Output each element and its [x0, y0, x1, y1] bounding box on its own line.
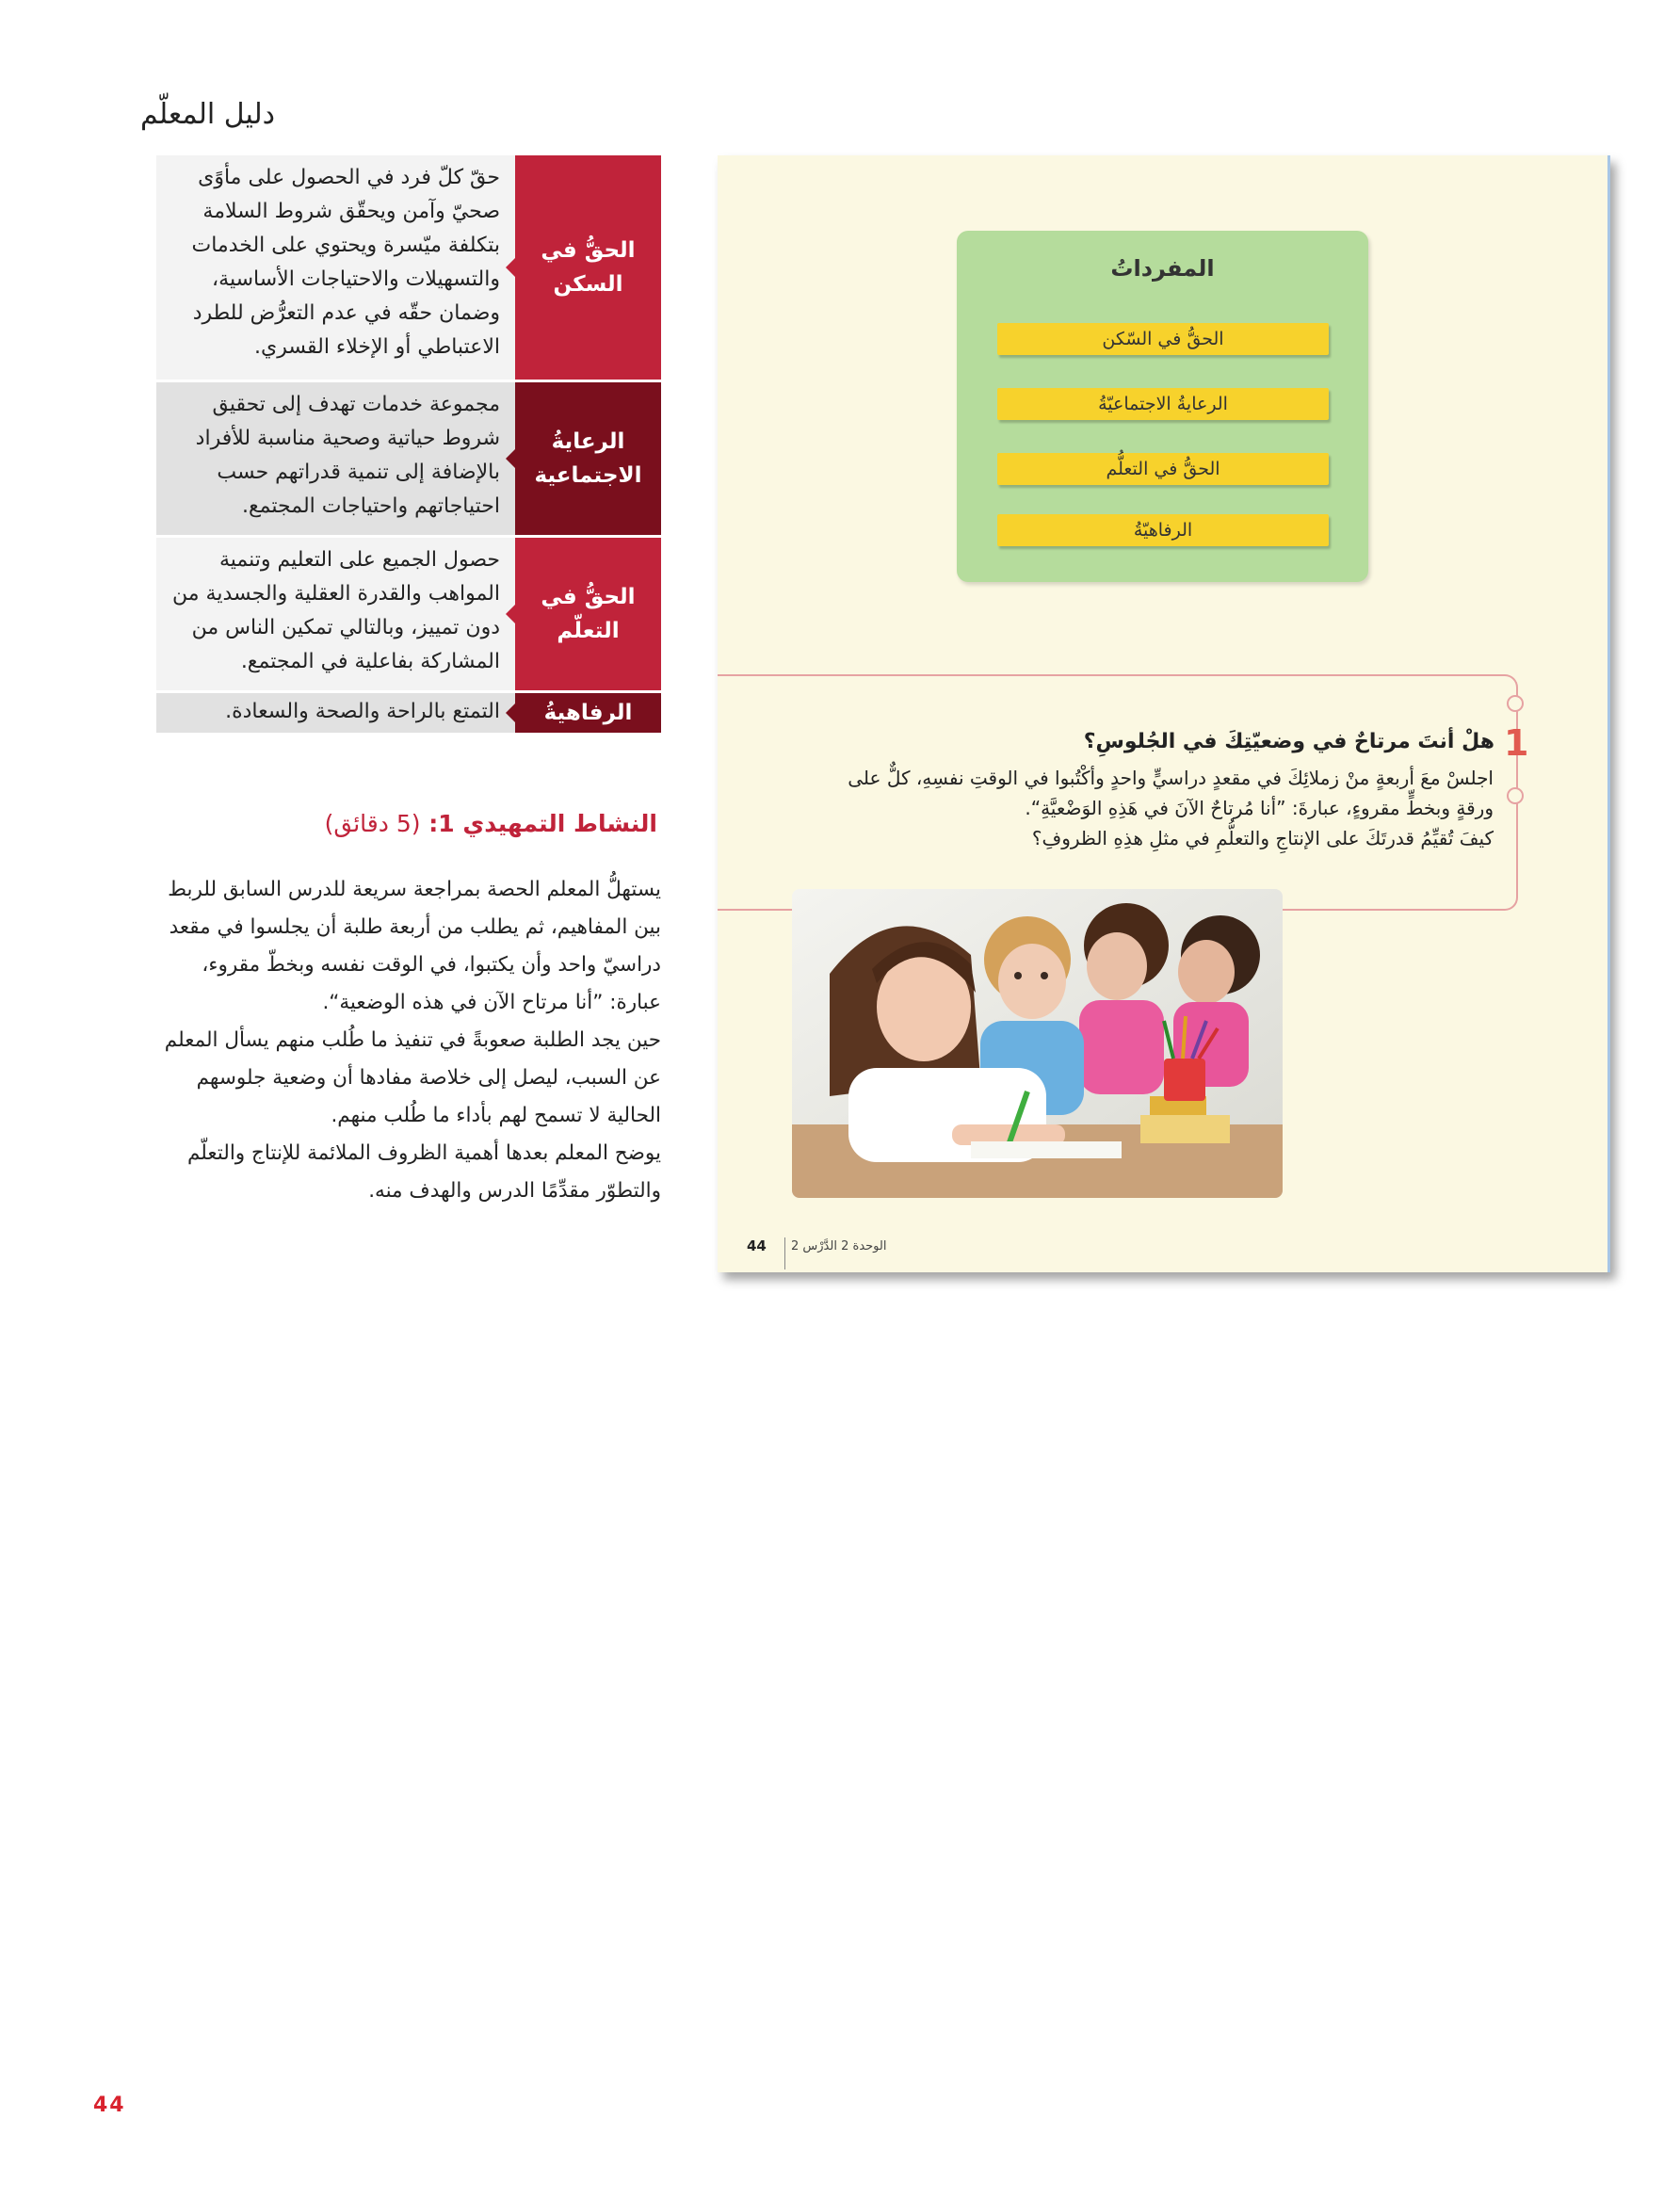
activity-description [156, 871, 661, 1210]
vocab-chip: الرعايةُ الاجتماعيّةُ [997, 388, 1329, 420]
book-page-number: 44 [747, 1237, 767, 1254]
question-number: 1 [1504, 722, 1529, 764]
guide-page-number: 44 [93, 2094, 126, 2117]
page-header-title: دليل المعلّم [140, 98, 275, 131]
frame-circle-marker [1507, 695, 1524, 712]
vocabulary-box [957, 231, 1368, 582]
activity-paragraph: يستهلُّ المعلم الحصة بمراجعة سريعة للدرس السابق للربط بين المفاهيم، ثم يطلب من أربعة طلبة أن يجلسوا في مقعد دراسيّ واحد وأن يكتبوا، في الوقت نفسه وبخطّ مقروء، عبارة: ”أنا مرتاح الآن في هذه الوضعية“. [168, 878, 661, 1014]
question-line: اجلسْ معَ أربعةٍ منْ زملائِكَ في مقعدٍ دراسيٍّ واحدٍ وأكْتُبوا في الوقتِ نفسِهِ، كلٌّ على [848, 767, 1494, 789]
footer-divider [784, 1237, 785, 1269]
glossary-row [156, 693, 661, 736]
page-edge-line [1607, 155, 1610, 1272]
glossary-table [156, 155, 661, 736]
glossary-row [156, 155, 661, 382]
vocab-chip: الرفاهيّةُ [997, 514, 1329, 546]
activity-heading [325, 810, 657, 837]
glossary-term: الرفاهيةُ [515, 693, 661, 733]
glossary-row [156, 538, 661, 693]
frame-circle-marker [1507, 787, 1524, 804]
vocabulary-title: المفرداتُ [1110, 255, 1215, 282]
question-body [772, 763, 1494, 853]
question-line: كيفَ تُقيِّمُ قدرتَكَ على الإنتاجِ والتعلُّمِ في مثلِ هذِهِ الظروفِ؟ [1031, 827, 1494, 849]
glossary-row [156, 382, 661, 538]
question-line: ورقةٍ وبخطٍّ مقروءٍ، عبارةَ: ”أنا مُرتاحٌ الآنَ في هَذِهِ الوَضْعيَّةِ“. [1025, 797, 1494, 819]
classroom-photo [792, 889, 1283, 1198]
vocab-chip: الحقُّ في التعلُّم [997, 453, 1329, 485]
activity-paragraph: حين يجد الطلبة صعوبةً في تنفيذ ما طُلب منهم يسأل المعلم عن السبب، ليصل إلى خلاصة مفادها أن وضعية جلوسهم الحالية لا تسمح لهم بأداء ما طُلب منهم. [164, 1028, 661, 1127]
glossary-definition: حصول الجميع على التعليم وتنمية المواهب والقدرة العقلية والجسدية من دون تمييز، وبالتالي تمكين الناس من المشاركة بفاعلية في المجتمع. [156, 538, 515, 690]
glossary-definition: حقّ كلّ فرد في الحصول على مأوًى صحيّ وآمن ويحقّق شروط السلامة بتكلفة ميّسرة ويحتوي على الخدمات والتسهيلات والاحتياجات الأساسية، وضمان حقّه في عدم التعرُّض للطرد الاعتباطي أو الإخلاء القسري. [156, 155, 515, 380]
glossary-definition: التمتع بالراحة والصحة والسعادة. [156, 693, 515, 733]
classroom-photo-illustration [792, 889, 1283, 1198]
glossary-definition: مجموعة خدمات تهدف إلى تحقيق شروط حياتية وصحية مناسبة للأفراد بالإضافة إلى تنمية قدراتهم حسب احتياجاتهم واحتياجات المجتمع. [156, 382, 515, 535]
vocab-chip: الحقُّ في السّكن [997, 323, 1329, 355]
activity-paragraph: يوضح المعلم بعدها أهمية الظروف الملائمة للإنتاج والتعلّم والتطوّر مقدِّمًا الدرس والهدف منه. [187, 1141, 661, 1203]
question-title: هلْ أنتَ مرتاحٌ في وضعيّتِكَ في الجُلوسِ؟ [1083, 730, 1494, 753]
glossary-term: الحقُّ في التعلّم [515, 538, 661, 690]
unit-lesson-label: الوحدة 2 الدَّرْس 2 [791, 1239, 887, 1253]
glossary-term: الحقُّ في السكن [515, 155, 661, 380]
activity-duration: (5 دقائق) [324, 810, 421, 837]
glossary-term: الرعايةُ الاجتماعية [515, 382, 661, 535]
activity-title: النشاط التمهيدي 1: [428, 810, 657, 837]
